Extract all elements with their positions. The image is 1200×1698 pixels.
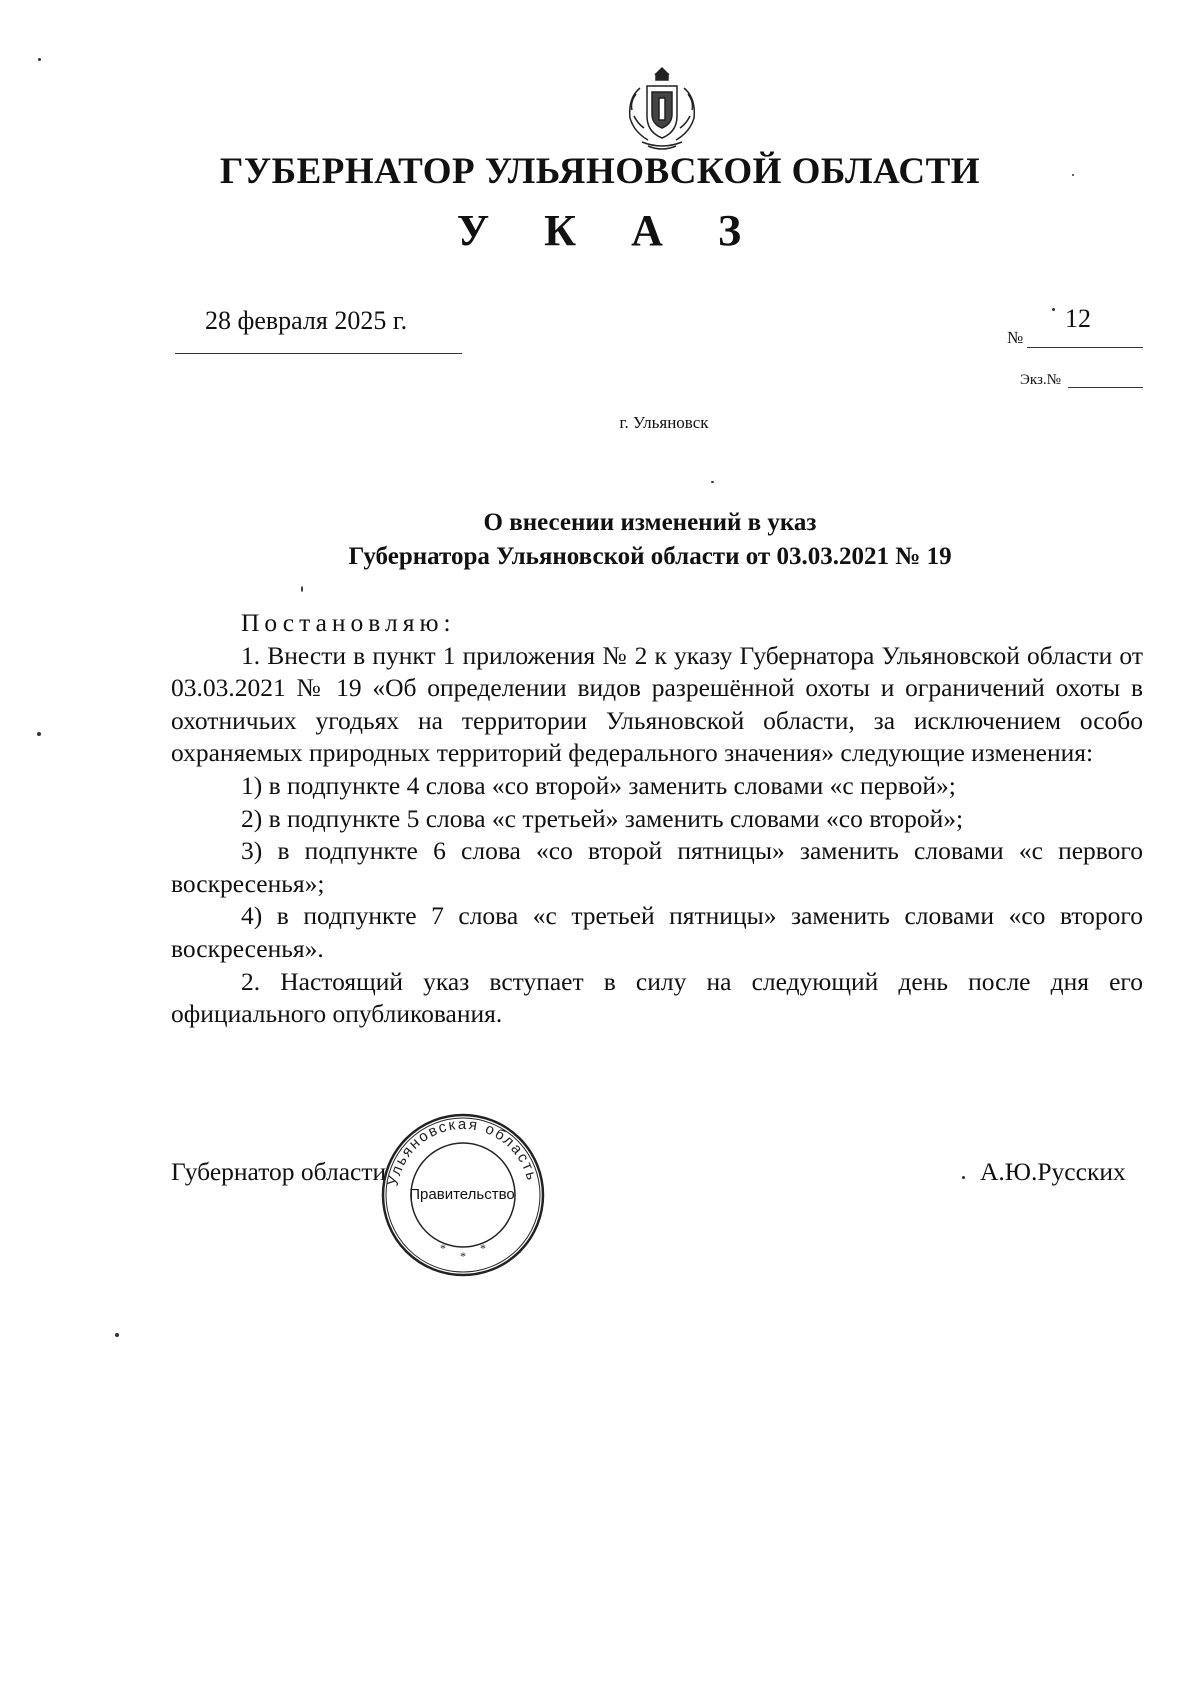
scan-speck — [1072, 174, 1074, 176]
subpoint-2: 2) в подпункте 5 слова «с третьей» заменить словами «со второй»; — [241, 803, 964, 833]
scan-speck — [115, 1333, 119, 1337]
svg-text:*: * — [440, 1241, 446, 1255]
svg-text:Ульяновская область — [385, 1116, 541, 1188]
date-underline — [175, 353, 462, 354]
signatory-position: Губернатор области — [171, 1157, 387, 1186]
title-line-2: Губернатора Ульяновской области от 03.03.2021 № 19 — [348, 543, 952, 570]
number-underline — [1027, 347, 1143, 348]
scan-speck — [711, 481, 714, 483]
decree-word: Постановляю: — [241, 608, 456, 637]
scan-speck — [962, 1176, 965, 1179]
document-number: 12 — [1065, 304, 1091, 333]
scan-speck — [38, 58, 41, 61]
subpoint-3: 3) в подпункте 6 слова «со второй пятницы» заменить словами «с первого воскресенья»; — [171, 836, 1143, 898]
scan-speck — [37, 732, 41, 736]
copy-number-underline — [1068, 387, 1143, 388]
document-body — [171, 607, 1143, 1031]
title-line-1: О внесении изменений в указ — [483, 509, 817, 536]
svg-text:*: * — [460, 1249, 466, 1263]
scan-speck — [1052, 308, 1055, 311]
number-label: № — [1007, 328, 1024, 347]
seal-ring-text: Ульяновская область — [384, 1115, 541, 1188]
city: г. Ульяновск — [619, 413, 709, 432]
subpoint-1: 1) в подпункте 4 слова «со второй» заменить словами «с первой»; — [241, 770, 956, 800]
document-title — [300, 506, 1000, 574]
subpoint-4: 4) в подпункте 7 слова «с третьей пятницы» заменить словами «со второго воскресенья». — [171, 901, 1143, 963]
coat-of-arms-icon — [612, 58, 712, 158]
scan-speck — [301, 586, 303, 592]
seal-center-text: Правительство — [409, 1186, 515, 1203]
copy-number-label: Экз.№ — [1020, 372, 1061, 388]
document-date: 28 февраля 2025 г. — [205, 306, 408, 335]
paragraph-1: 1. Внести в пункт 1 приложения № 2 к указу Губернатора Ульяновской области от 03.03.2021 № 19 «Об определении видов разрешённой охоты и ограничений охоты в охотничьих угодьях на территории Ульяновской области, за исключением особо охраняемых природных территорий федерального значения» следующие изменения: — [171, 640, 1143, 768]
signatory-name: А.Ю.Русских — [980, 1157, 1126, 1186]
issuing-authority: ГУБЕРНАТОР УЛЬЯНОВСКОЙ ОБЛАСТИ — [219, 151, 981, 192]
svg-text:*: * — [480, 1241, 486, 1255]
paragraph-2: 2. Настоящий указ вступает в силу на следующий день после дня его официального опубликования. — [171, 966, 1143, 1029]
document-type: У К А З — [456, 206, 764, 255]
